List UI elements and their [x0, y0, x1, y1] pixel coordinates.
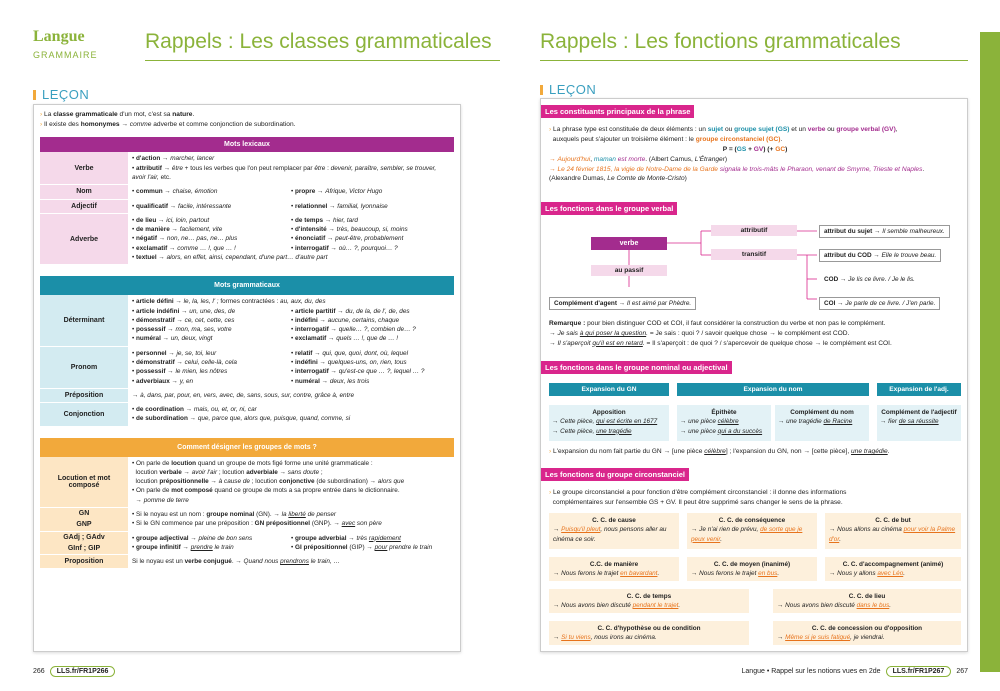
lecon-left: LEÇON: [33, 87, 89, 102]
transitif-box: transitif: [711, 249, 797, 260]
cc-temps-cell: C. C. de temps → Nous avons bien discuté pendant le trajet.: [549, 589, 749, 613]
right-lesson-box: [540, 98, 968, 652]
attribut-sujet-box: attribut du sujet → Il semble malheureux.: [819, 225, 950, 238]
table-row: Préposition → à, dans, par, pour, en, vers, avec, de, sans, sous, sur, contre, grâce à, entre: [40, 389, 454, 403]
table-row: Conjonction • de coordination → mais, ou, et, or, ni, car • de subordination → que, parce que, alors que, puisque, quand, comme, si: [40, 403, 454, 427]
cc-hypothese-cell: C. C. d'hypothèse ou de condition → Si tu viens, nous irons au cinéma.: [549, 621, 749, 645]
cc-maniere-cell: C.C. de manière → Nous ferons le trajet en bavardant.: [549, 557, 679, 581]
footer-right: [742, 666, 968, 677]
table-row: GN GNP • Si le noyau est un nom : groupe nominal (GN). → la liberté de penser • Si le GN commence par une préposition : GN prépositionnel (GNP). → avec son père: [40, 508, 454, 532]
table-row: Proposition Si le noyau est un verbe conjugué. → Quand nous prendrons le train, …: [40, 555, 454, 569]
page-number-left: 266: [33, 668, 45, 675]
section-constituants: Les constituants principaux de la phrase: [541, 105, 694, 118]
section-groupe-nominal: Les fonctions dans le groupe nominal ou adjectival: [541, 361, 732, 374]
epithete-cell: Épithète → une pièce célèbre → une pièce qui a du succès: [677, 405, 771, 441]
left-page-title: Rappels : Les classes grammaticales: [145, 30, 492, 53]
cc-moyen-cell: C. C. de moyen (inanimé) → Nous ferons le trajet en bus.: [687, 557, 817, 581]
table-row: Pronom • personnel → je, se, toi, leur • relatif → qui, que, quoi, dont, où, lequel • démonstratif → celui, celle-là, cela • indéfini → quelques-uns, on, rien, tous • possessif → le mien, les nôtres • interrogatif → qu'est-ce que … ?, lequel … ? • adverbiaux → y, en • numéral → deux, les trois: [40, 347, 454, 389]
complement-agent-box: Complément d'agent → Il est aimé par Phèdre.: [549, 297, 696, 310]
footer-left: [33, 666, 115, 677]
lecon-right: LEÇON: [540, 82, 596, 97]
expansion-gn-head: Expansion du GN: [549, 383, 669, 396]
cc-concession-cell: C. C. de concession ou d'opposition → Même si je suis fatigué, je viendrai.: [773, 621, 961, 645]
cdn-cell: Complément du nom → une tragédie de Racine: [775, 405, 869, 441]
right-title-rule: [540, 60, 968, 61]
grammaire-label: GRAMMAIRE: [33, 50, 98, 60]
attributif-box: attributif: [711, 225, 797, 236]
grammatical-table-head: Mots grammaticaux: [40, 276, 454, 295]
table-row: Nom • commun → chaise, émotion • propre → Afrique, Victor Hugo: [40, 185, 454, 199]
table-row: Adverbe • de lieu → ici, loin, partout • de temps → hier, tard • de manière → facilement, vite • d'intensité → très, beaucoup, si, moins • négatif → non, ne… pas, ne… plus • énonciatif → peut-être, probablement • exclamatif → comme … !, que … ! • interrogatif → où… ?, pourquoi… ? • textuel → alors, en effet, ainsi, cependant, d'une part… d'autre part: [40, 214, 454, 265]
cc-accompagnement-cell: C. C. d'accompagnement (animé) → Nous y allons avec Léo.: [825, 557, 961, 581]
section-groupe-verbal: Les fonctions dans le groupe verbal: [541, 202, 677, 215]
cadj-cell: Complément de l'adjectif → fier de sa réussite: [877, 405, 961, 441]
circonstanciel-text: › Le groupe circonstanciel a pour fonction d'être complément circonstanciel : il donne des informations complémentaires sur l'ensemble GS + GV. Il peut être supprimé sans changer le sens de la phrase.: [549, 489, 847, 506]
table-row: Locution et mot composé • On parle de locution quand un groupe de mots figé forme une unité grammaticale : locution verbale → avoir l'air ; locution adverbiale → sans doute ; locution prépositionnelle → à cause de ; locution conjonctive (de subordination) → alors que • On parle de mot composé quand ce groupe de mots a sa propre entrée dans le dictionnaire. → pomme de terre: [40, 457, 454, 508]
expansion-adj-head: Expansion de l'adj.: [877, 383, 961, 396]
cod-box: COD → Je lis ce livre. / Je le lis.: [819, 273, 920, 286]
intro-line-2: › Il existe des homonymes → comme adverbe et comme conjonction de subordination.: [40, 121, 296, 129]
table-row: Adjectif • qualificatif → facile, intéressante • relationnel → familial, lyonnaise: [40, 200, 454, 214]
expansion-note: › L'expansion du nom fait partie du GN → [une pièce célèbre] ; l'expansion du GN, non → [cette pièce], une tragédie.: [549, 448, 890, 455]
expansion-nom-head: Expansion du nom: [677, 383, 869, 396]
footer-caption: Langue • Rappel sur les notions vues en 2de: [741, 668, 881, 675]
right-page-title: Rappels : Les fonctions grammaticales: [540, 30, 901, 53]
lexical-table: [40, 137, 454, 265]
cc-consequence-cell: C. C. de conséquence → Je n'ai rien de prévu, de sorte que je peux venir.: [687, 513, 817, 549]
left-title-rule: [145, 60, 500, 61]
table-row: Déterminant • article défini → le, la, les, l' ; formes contractées : au, aux, du, des • article indéfini → un, une, des, de • article partitif → du, de la, de l', de, des • démonstratif → ce, cet, cette, ces • indéfini → aucune, certains, chaque • possessif → mon, ma, ses, votre • interrogatif → quelle… ?, combien de… ? • numéral → un, deux, vingt • exclamatif → quels … !, que de … !: [40, 295, 454, 346]
left-lesson-box: [33, 104, 461, 652]
passif-box: au passif: [591, 265, 667, 276]
remarque-text: Remarque : pour bien distinguer COD et COI, il faut considérer la construction du verbe et non pas le complément. → Je sais à qui poser la question. = Je sais : quoi ? / savoir quelque chose → le complément est COD. → Il s'aperçoit qu'il est en retard. = Il s'aperçoit : de quoi ? / s'apercevoir de quelque chose → le complément est COI.: [549, 320, 892, 347]
side-tab: [980, 32, 1000, 672]
groups-table: [40, 438, 454, 570]
table-row: Verbe • d'action → marcher, lancer • attributif → être + tous les verbes que l'on peut remplacer par être : devenir, paraître, sembler, se trouver, avoir l'air, etc.: [40, 152, 454, 185]
grammatical-table: [40, 276, 454, 426]
groups-table-head: Comment désigner les groupes de mots ?: [40, 438, 454, 457]
verbe-box: verbe: [591, 237, 667, 250]
constituants-text: › La phrase type est constituée de deux éléments : un sujet ou groupe sujet (GS) et un verbe ou groupe verbal (GV), auxquels peut s'ajouter un troisième élément : le groupe circonstanciel (GC). P = (GS + GV) (+ GC) → Aujourd'hui, maman est morte. (Albert Camus, L'Étranger) → Le 24 février 1815, la vigie de Notre-Dame de la Garde signala le trois-mâts le Pharaon, venant de Smyrne, Trieste et Naples. (Alexandre Dumas, Le Comte de Monte-Cristo): [549, 126, 925, 183]
apposition-cell: Apposition → Cette pièce, qui est écrite en 1677 → Cette pièce, une tragédie: [549, 405, 669, 441]
intro-line-1: › La classe grammaticale d'un mot, c'est sa nature.: [40, 111, 195, 118]
page-number-right: 267: [956, 668, 968, 675]
cc-lieu-cell: C. C. de lieu → Nous avons bien discuté dans le bus.: [773, 589, 961, 613]
coi-box: COI → Je parle de ce livre. / J'en parle.: [819, 297, 940, 310]
footer-link-left[interactable]: LLS.fr/FR1P266: [50, 666, 116, 677]
langue-label: Langue: [33, 28, 85, 45]
attribut-cod-box: attribut du COD → Elle le trouve beau.: [819, 249, 941, 262]
section-circonstanciel: Les fonctions du groupe circonstanciel: [541, 468, 689, 481]
cc-but-cell: C. C. de but → Nous allons au cinéma pour voir la Palme d'or.: [825, 513, 961, 549]
table-row: GAdj ; GAdv GInf ; GIP • groupe adjectival → pleine de bon sens • groupe adverbial → très rapidement • groupe infinitif → prendre le train • GI prépositionnel (GIP) → pour prendre le train: [40, 532, 454, 556]
cc-cause-cell: C. C. de cause → Puisqu'il pleut, nous pensons aller au cinéma ce soir.: [549, 513, 679, 549]
footer-link-right[interactable]: LLS.fr/FR1P267: [886, 666, 952, 677]
lexical-table-head: Mots lexicaux: [40, 137, 454, 152]
